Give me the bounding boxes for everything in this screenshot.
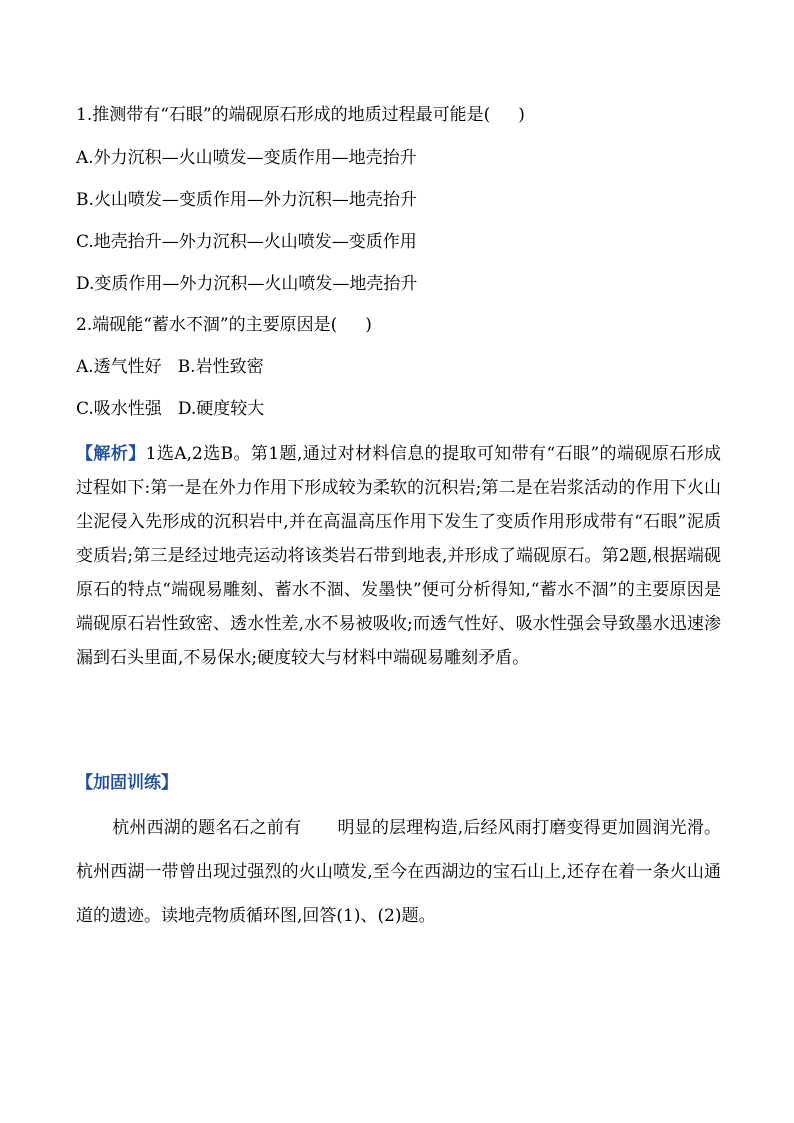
passage-part-1: 杭州西湖的题名石之前有 (112, 818, 302, 838)
question-2-stem (76, 314, 372, 336)
question-1-paren-open: ( (483, 105, 491, 125)
question-2-paren-open: ( (330, 315, 338, 335)
reinforce-heading (76, 772, 178, 794)
question-1-option-c: C.地壳抬升—外力沉积—火山喷发—变质作用 (76, 232, 417, 252)
question-2-option-a: A.透气性好 (76, 357, 162, 377)
question-2-options-row-2 (76, 398, 264, 420)
question-1-paren-close: ) (518, 105, 525, 125)
question-1-text: 1.推测带有“石眼”的端砚原石形成的地质过程最可能是 (76, 105, 484, 125)
question-1-option-d: D.变质作用—外力沉积—火山喷发—地壳抬升 (76, 274, 418, 294)
question-2-option-c: C.吸水性强 (76, 399, 162, 419)
question-1-option-b: B.火山喷发—变质作用—外力沉积—地壳抬升 (76, 190, 417, 210)
question-2-options-row-1 (76, 356, 264, 378)
question-1-option-a: A.外力沉积—火山喷发—变质作用—地壳抬升 (76, 148, 417, 168)
analysis-tag: 【解析】 (76, 444, 146, 464)
analysis-paragraph (76, 437, 721, 675)
question-2-text: 2.端砚能“蓄水不涸”的主要原因是 (76, 315, 331, 335)
question-2-option-b: B.岩性致密 (177, 357, 264, 377)
reinforce-tag: 【加固训练】 (76, 773, 178, 793)
question-2-option-d: D.硬度较大 (177, 399, 265, 419)
question-1-stem (76, 104, 525, 126)
reading-passage (76, 806, 721, 938)
question-2-paren-close: ) (365, 315, 372, 335)
analysis-text: 1选A,2选B。第1题,通过对材料信息的提取可知带有“石眼”的端砚原石形成过程如下:第一是在外力作用下形成较为柔软的沉积岩;第二是在岩浆活动的作用下火山尘泥侵入先形成的沉积岩中,并在高温高压作用下发生了变质作用形成带有“石眼”泥质变质岩;第三是经过地壳运动将该类岩石带到地表,并形成了端砚原石。第2题,根据端砚原石的特点“端砚易雕刻、蓄水不涸、发墨快”便可分析得知,“蓄水不涸”的主要原因是端砚原石岩性致密、透水性差,水不易被吸收;而透气性好、吸水性强会导致墨水迅速渗漏到石头里面,不易保水;硬度较大与材料中端砚易雕刻矛盾。 (76, 444, 722, 668)
passage-part-2: 明显的层理构造,后经风雨打磨变得更加圆润光滑。杭州西湖一带曾出现过强烈的火山喷发,至今在西湖边的宝石山上,还存在着一条火山通道的遗迹。读地壳物质循环图,回答(1)、(2)题。 (76, 818, 722, 926)
